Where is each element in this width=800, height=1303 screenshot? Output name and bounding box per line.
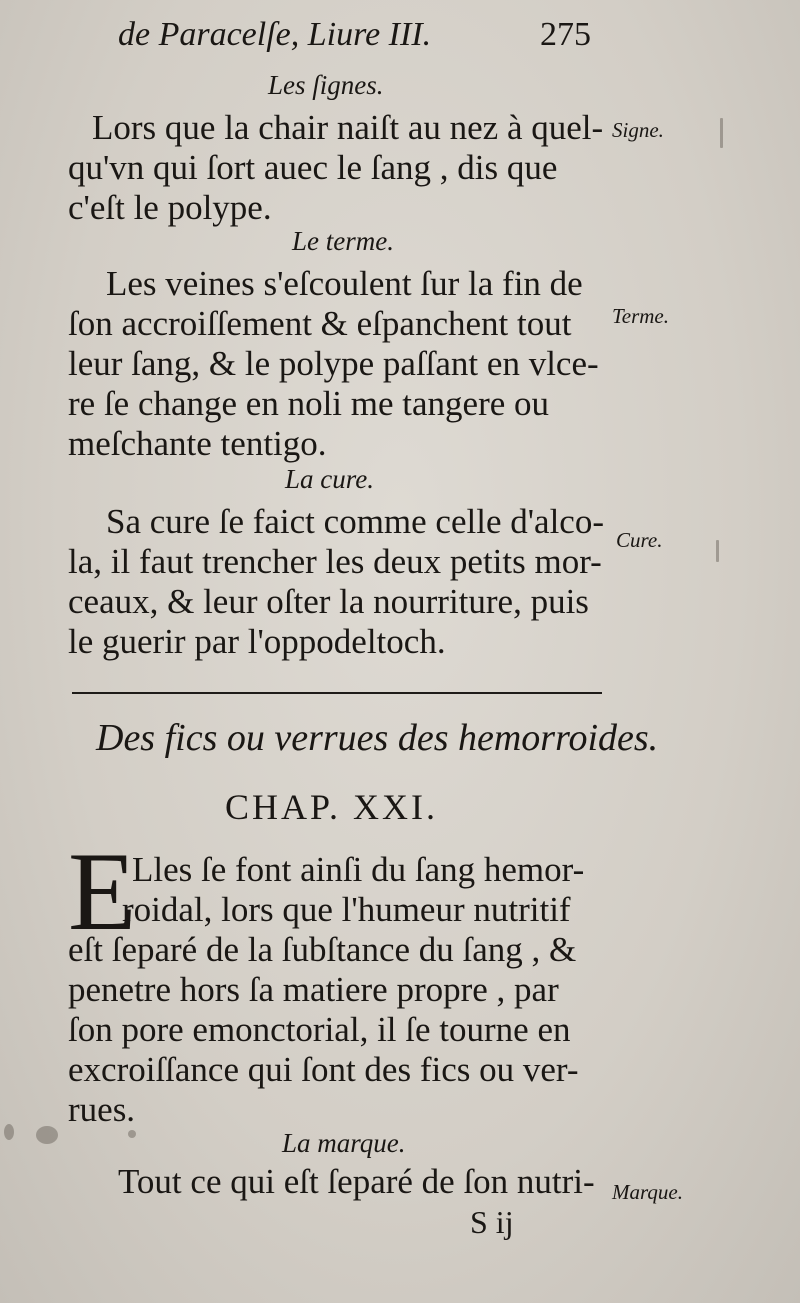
margin-note-terme: Terme. [612,304,669,328]
text-line: Sa cure ſe faict comme celle d'alco- [106,502,604,541]
ink-mark [716,540,719,562]
section-heading-signes: Les ſignes. [268,70,384,100]
margin-note-marque: Marque. [612,1180,683,1204]
text-line: roidal, lors que l'humeur nutritif [122,890,571,929]
margin-note-signe: Signe. [612,118,664,142]
text-line: c'eſt le polype. [68,188,272,227]
text-line: ceaux, & leur oſter la nourriture, puis [68,582,589,621]
chapter-title: Des fics ou verrues des hemorroides. [96,717,659,759]
text-line: Lors que la chair naiſt au nez à quel- [92,108,604,147]
signature-mark: S ij [470,1204,514,1240]
page-number: 275 [540,16,591,53]
section-heading-marque: La marque. [282,1128,406,1158]
text-line: leur ſang, & le polype paſſant en vlce- [68,344,599,383]
text-line: penetre hors ſa matiere propre , par [68,970,559,1009]
text-line: eſt ſeparé de la ſubſtance du ſang , & [68,930,577,969]
text-line: ſon accroiſſement & eſpanchent tout [68,304,572,343]
text-line: Les veines s'eſcoulent ſur la fin de [106,264,583,303]
ink-mark [720,118,723,148]
margin-note-cure: Cure. [616,528,663,552]
section-heading-terme: Le terme. [292,226,394,256]
text-line: qu'vn qui ſort auec le ſang , dis que [68,148,558,187]
text-line: Lles ſe font ainſi du ſang hemor- [132,850,585,889]
section-divider [72,692,602,694]
chapter-number: CHAP. XXI. [225,787,439,827]
text-line: Tout ce qui eſt ſeparé de ſon nutri- [118,1162,595,1201]
drop-cap: E [68,830,137,954]
text-line: rues. [68,1090,136,1129]
text-line: excroiſſance qui ſont des fics ou ver- [68,1050,579,1089]
text-line: ſon pore emonctorial, il ſe tourne en [68,1010,571,1049]
ink-blot [128,1130,136,1138]
section-heading-cure: La cure. [285,464,374,494]
text-line: meſchante tentigo. [68,424,327,463]
ink-blot [36,1126,58,1144]
text-line: le guerir par l'oppodeltoch. [68,622,446,661]
ink-blot [4,1124,14,1140]
running-head: de Paracelſe, Liure III. [118,16,432,53]
text-line: re ſe change en noli me tangere ou [68,384,550,423]
text-line: la, il faut trencher les deux petits mor- [68,542,602,581]
